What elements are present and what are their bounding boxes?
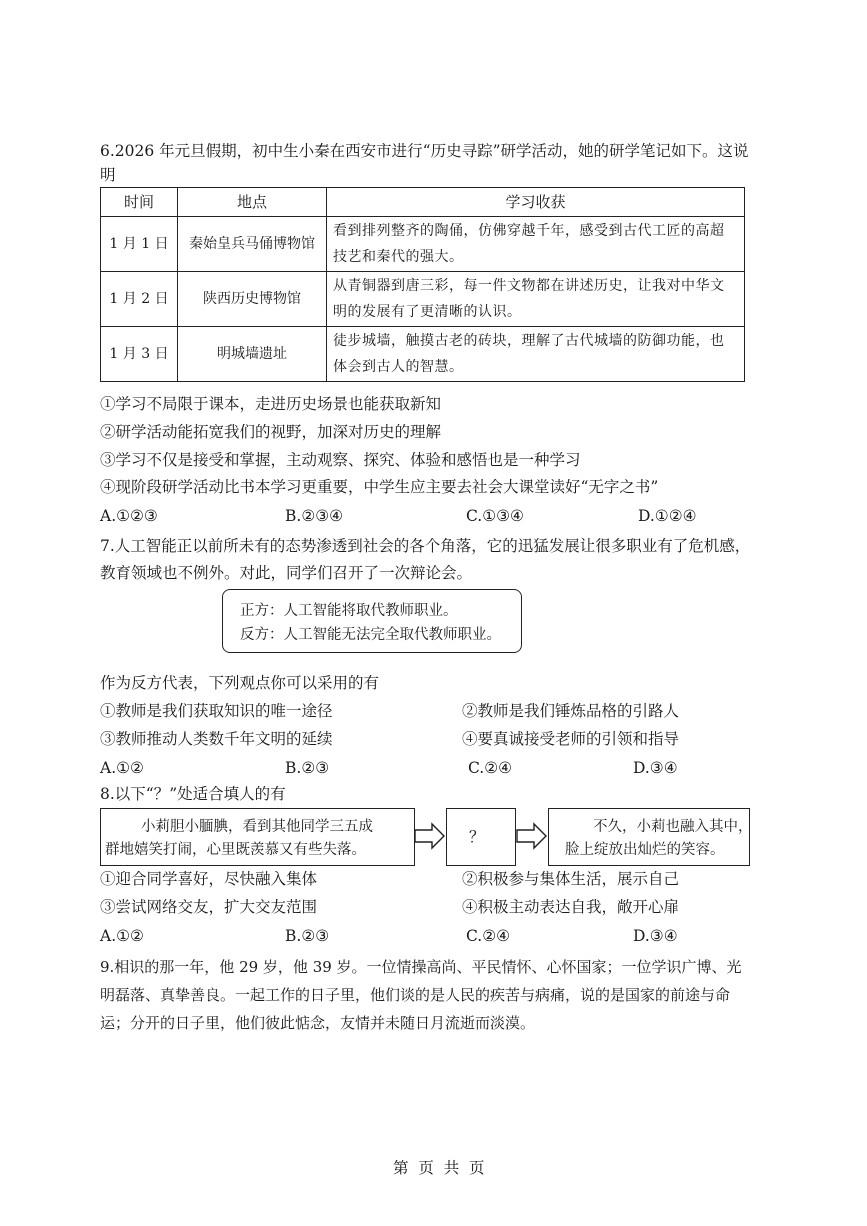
story-before-line2: 群地嬉笑打闹，心里既羡慕又有些失落。: [105, 842, 366, 858]
page-footer: 第 页 共 页: [393, 1159, 485, 1177]
row-gain: 从青铜器到唐三彩，每一件文物都在讲述历史，让我对中华文明的发展有了更清晰的认识。: [327, 272, 745, 327]
header-time: 时间: [101, 188, 178, 217]
debate-pro: 正方：人工智能将取代教师职业。: [240, 603, 458, 619]
q8-option-a: A.①②: [100, 927, 144, 945]
header-gain: 学习收获: [327, 188, 745, 217]
table-row: [101, 217, 745, 272]
q8-stem: 8.以下“？”处适合填人的有: [100, 785, 286, 803]
q7-option-b: B.②③: [285, 759, 330, 777]
row-place: 秦始皇兵马俑博物馆: [178, 217, 327, 272]
story-box-before: [100, 808, 415, 866]
header-place: 地点: [178, 188, 327, 217]
q7-option-c: C.②④: [468, 759, 513, 777]
q6-stem-line2: 明: [100, 166, 116, 184]
q8-statement-1: ①迎合同学喜好，尽快融入集体: [100, 870, 318, 888]
row-date: 1 月 3 日: [101, 327, 178, 382]
question-mark-box: [446, 808, 516, 866]
q7-statement-2: ②教师是我们锤炼品格的引路人: [462, 702, 680, 720]
row-gain: 徒步城墙，触摸古老的砖块，理解了古代城墙的防御功能，也体会到古人的智慧。: [327, 327, 745, 382]
q8-statement-2: ②积极参与集体生活，展示自己: [462, 870, 680, 888]
q7-statement-3: ③教师推动人类数千年文明的延续: [100, 730, 333, 748]
q7-option-d: D.③④: [633, 759, 678, 777]
table-header-row: [101, 188, 745, 217]
q6-stem-line1: 6.2026 年元旦假期，初中生小秦在西安市进行“历史寻踪”研学活动，她的研学笔记如下。这说: [100, 142, 749, 160]
q7-statement-1: ①教师是我们获取知识的唯一途径: [100, 702, 333, 720]
study-notes-table: [100, 187, 745, 382]
q6-statement-3: ③学习不仅是接受和掌握，主动观察、探究、体验和感悟也是一种学习: [100, 451, 581, 469]
row-place: 明城墙遗址: [178, 327, 327, 382]
q6-statement-4: ④现阶段研学活动比书本学习更重要，中学生应主要去社会大课堂读好“无字之书”: [100, 478, 659, 496]
q9-line2: 明磊落、真挚善良。一起工作的日子里，他们谈的是人民的疾苦与病痛，说的是国家的前途与命: [100, 986, 731, 1004]
story-after-line1: 不久，小莉也融入其中，: [593, 819, 753, 835]
q6-statement-1: ①学习不局限于课本，走进历史场景也能获取新知: [100, 395, 442, 413]
q6-statement-2: ②研学活动能拓宽我们的视野，加深对历史的理解: [100, 423, 442, 441]
q9-line1: 9.相识的那一年，他 29 岁，他 39 岁。一位情操高尚、平民情怀、心怀国家；一位学识广博、光: [100, 958, 742, 976]
q8-option-b: B.②③: [285, 927, 330, 945]
arrow-right-icon: [414, 822, 446, 850]
story-after-line2: 脸上绽放出灿烂的笑容。: [565, 842, 725, 858]
story-before-line1: 小莉胆小腼腆，看到其他同学三五成: [141, 819, 373, 835]
q8-option-c: C.②④: [466, 927, 511, 945]
q7-stem-line1: 7.人工智能正以前所未有的态势渗透到社会的各个角落，它的迅猛发展让很多职业有了危机感，: [100, 537, 751, 555]
q6-option-b: B.②③④: [285, 507, 344, 525]
q6-option-c: C.①③④: [466, 507, 524, 525]
q6-option-d: D.①②④: [638, 507, 697, 525]
q9-line3: 运；分开的日子里，他们彼此惦念，友情并未随日月流逝而淡漠。: [100, 1014, 536, 1032]
q7-statement-4: ④要真诚接受老师的引领和指导: [462, 730, 680, 748]
q7-stem-line2: 教育领域也不例外。对此，同学们召开了一次辩论会。: [100, 564, 473, 582]
question-mark: ？: [469, 828, 485, 846]
table-row: [101, 327, 745, 382]
arrow-right-icon: [516, 822, 548, 850]
row-gain: 看到排列整齐的陶俑，仿佛穿越千年，感受到古代工匠的高超技艺和秦代的强大。: [327, 217, 745, 272]
q7-option-a: A.①②: [100, 759, 144, 777]
row-date: 1 月 2 日: [101, 272, 178, 327]
table-row: [101, 272, 745, 327]
q8-statement-4: ④积极主动表达自我，敞开心扉: [462, 898, 680, 916]
q7-prompt: 作为反方代表，下列观点你可以采用的有: [100, 674, 380, 692]
row-date: 1 月 1 日: [101, 217, 178, 272]
q8-option-d: D.③④: [633, 927, 678, 945]
debate-box: [222, 589, 522, 653]
debate-con: 反方：人工智能无法完全取代教师职业。: [240, 627, 501, 643]
q8-statement-3: ③尝试网络交友，扩大交友范围: [100, 898, 318, 916]
story-box-after: [548, 808, 753, 866]
row-place: 陕西历史博物馆: [178, 272, 327, 327]
q6-option-a: A.①②③: [100, 507, 158, 525]
